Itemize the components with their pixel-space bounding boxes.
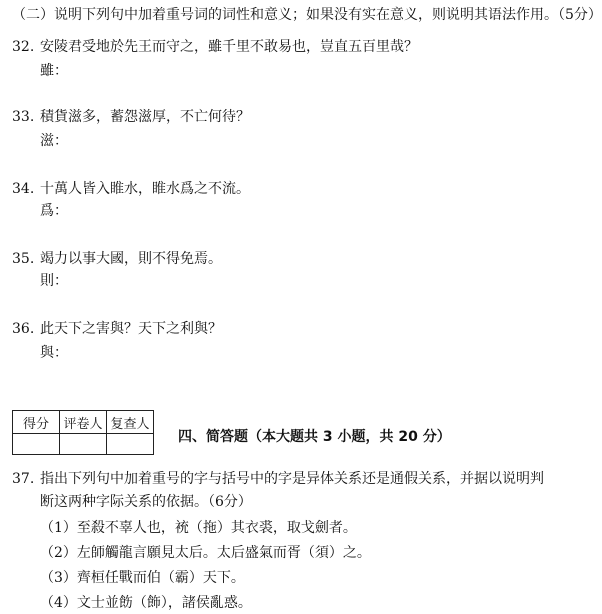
- question-34: [12, 180, 250, 198]
- answer-label-34: [40, 202, 68, 220]
- question-sentence: 安陵君受地於先王而守之，雖千里不敢易也，豈直五百里哉？: [40, 39, 418, 55]
- q37-item-text: （2）左師觸龍言願見太后。太后盛氣而胥（須）之。: [40, 545, 371, 561]
- answer-label-36: [40, 344, 68, 362]
- answer-label-35: [40, 272, 68, 290]
- answer-label-33: [40, 132, 68, 150]
- score-table: [12, 410, 154, 455]
- q37-item-2: [40, 544, 371, 562]
- answer-label: 爲：: [40, 203, 68, 219]
- q37-item-text: （1）至殺不辜人也，䘪（拖）其衣裘，取戈劍者。: [40, 520, 357, 536]
- question-number: 36.: [12, 321, 35, 337]
- question-32: [12, 38, 418, 56]
- grader-cell[interactable]: [60, 434, 107, 455]
- answer-label-32: [40, 62, 68, 80]
- section4-title-text: 四、简答题（本大题共 3 小题，共 20 分）: [178, 429, 451, 445]
- score-header-reviewer: 复查人: [107, 411, 154, 434]
- q37-item-4: [40, 594, 252, 612]
- question-sentence: 積貨滋多，蓄怨滋厚，不亡何待？: [40, 109, 250, 125]
- question-sentence: 十萬人皆入睢水，睢水爲之不流。: [40, 181, 250, 197]
- section-heading: [12, 6, 602, 24]
- question-number: 37.: [12, 471, 35, 487]
- question-number: 33.: [12, 109, 35, 125]
- question-number: 34.: [12, 181, 35, 197]
- score-table-header-row: [13, 411, 154, 434]
- q37-item-text: （4）文士並飭（飾），諸侯亂惑。: [40, 595, 252, 611]
- question-37-line2: [40, 493, 252, 511]
- question-number: 32.: [12, 39, 35, 55]
- q37-item-text: （3）齊桓任戰而伯（霸）天下。: [40, 570, 245, 586]
- question-37-line1: [12, 470, 544, 488]
- question-33: [12, 108, 250, 126]
- reviewer-cell[interactable]: [107, 434, 154, 455]
- score-header-grader: 评卷人: [60, 411, 107, 434]
- question-35: [12, 250, 222, 268]
- q37-item-3: [40, 569, 245, 587]
- question-sentence: 此天下之害與？天下之利與？: [40, 321, 222, 337]
- question-36: [12, 320, 222, 338]
- question-37-text1: 指出下列句中加着重号的字与括号中的字是异体关系还是通假关系，并据以说明判: [40, 471, 544, 487]
- section4-title: [178, 428, 451, 446]
- question-37-text2: 断这两种字际关系的依据。（6分）: [40, 494, 252, 510]
- answer-label: 與：: [40, 345, 68, 361]
- score-table-entry-row: [13, 434, 154, 455]
- answer-label: 雖：: [40, 63, 68, 79]
- q37-item-1: [40, 519, 357, 537]
- section-heading-text: （二）说明下列句中加着重号词的词性和意义；如果没有实在意义，则说明其语法作用。（5分）: [12, 7, 602, 23]
- question-sentence: 竭力以事大國，則不得免焉。: [40, 251, 222, 267]
- answer-label: 則：: [40, 273, 68, 289]
- score-cell[interactable]: [13, 434, 60, 455]
- question-number: 35.: [12, 251, 35, 267]
- answer-label: 滋：: [40, 133, 68, 149]
- score-header-defen: 得分: [13, 411, 60, 434]
